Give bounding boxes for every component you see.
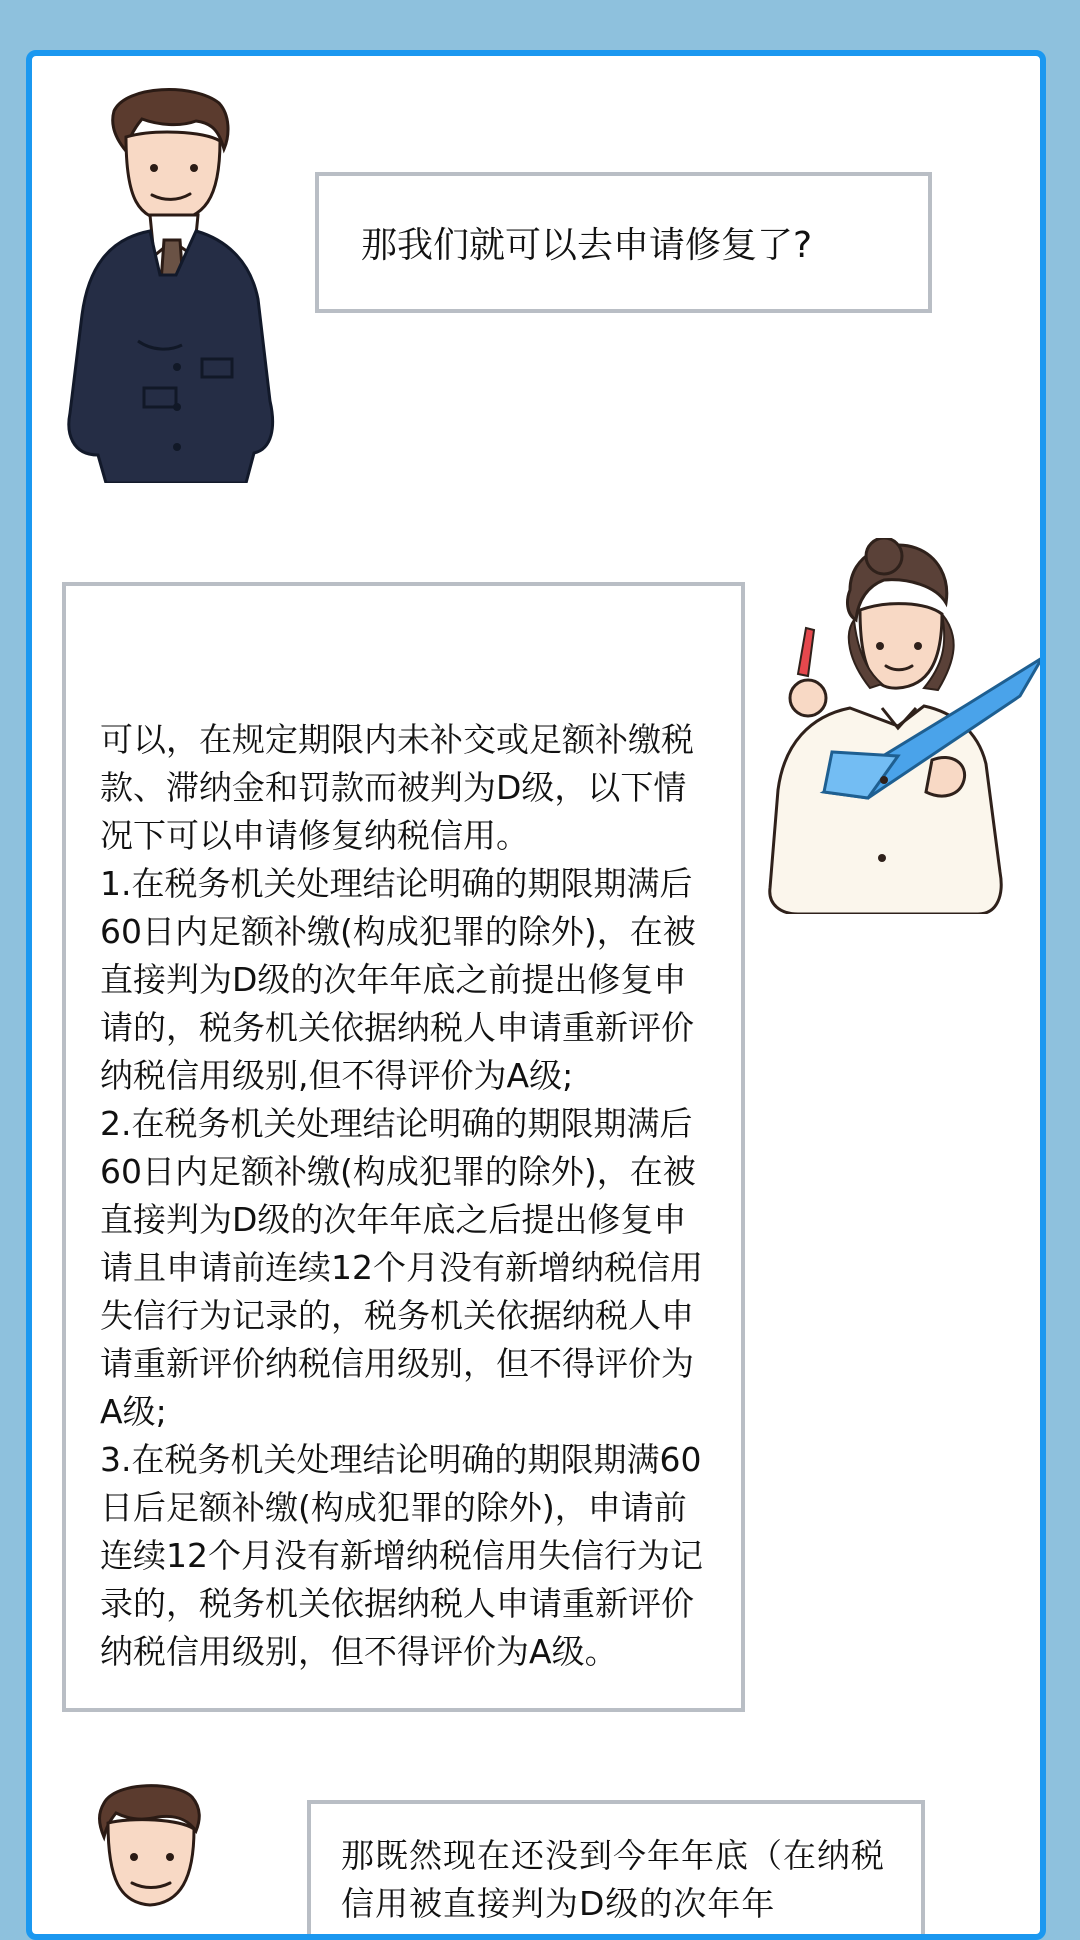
businessman-illustration [54,81,282,483]
question-text-1: 那我们就可以去申请修复了? [361,225,813,266]
question-bubble-1 [315,172,932,313]
answer-text-1: 可以，在规定期限内未补交或足额补缴税款、滞纳金和罚款而被判为D级，以下情况下可以申请修复纳税信用。 1.在税务机关处理结论明确的期限期满后60日内足额补缴(构成犯罪的除外)，在被直接判为D级的次年年底之前提出修复申请的，税务机关依据纳税人申请重新评价纳税信用级别,但不得评价为A级; 2.在税务机关处理结论明确的期限期满后60日内足额补缴(构成犯罪的除外)，在被直接判为D级的次年年底之后提出修复申请且申请前连续12个月没有新增纳税信用失信行为记录的，税务机关依据纳税人申请重新评价纳税信用级别，但不得评价为A级; 3.在税务机关处理结论明确的期限期满60日后足额补缴(构成犯罪的除外)，申请前连续12个月没有新增纳税信用失信行为记录的，税务机关依据纳税人申请重新评价纳税信用级别，但不得评价为A级。 [100,720,703,1671]
question-bubble-2 [307,1800,925,1940]
question-text-2: 那既然现在还没到今年年底（在纳税信用被直接判为D级的次年年 [341,1836,885,1923]
comic-panel [26,50,1046,1940]
woman-with-folder-illustration [766,538,1042,914]
answer-bubble-1 [62,582,745,1712]
businessman-illustration-bottom [90,1781,230,1940]
